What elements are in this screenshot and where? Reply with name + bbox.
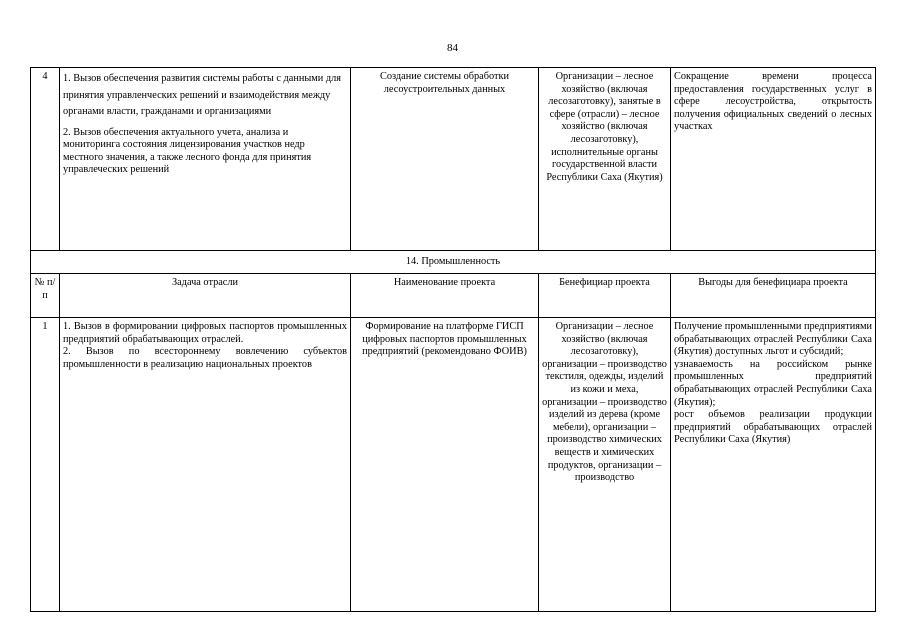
task-paragraph: 2. Вызов обеспечения актуального учета, анализа и мониторинга состояния лицензирования участков недр местного значения, а также лесного фонда для принятия управлеческих решений (63, 126, 312, 176)
document-table (30, 67, 876, 612)
benefits-cell: Получение промышленными предприятиями обрабатывающих отраслей Республики Саха (Якутия) доступных льгот и субсидий; узнаваемость на российском рынке промышленных предприятий обрабатывающих отраслей Республики Саха (Якутия); рост объемов реализации продукции предприятий обрабатывающих отраслей Республики Саха (Якутия) (671, 318, 876, 612)
project-cell: Формирование на платформе ГИСП цифровых паспортов промышленных предприятий (рекомендовано ФОИВ) (351, 318, 539, 612)
header-row (31, 274, 876, 318)
header-task: Задача отрасли (60, 274, 351, 318)
beneficiary-cell: Организации – лесное хозяйство (включая лесозаготовку), занятые в сфере (отрасли) – лесное хозяйство (включая лесозаготовку), исполнительные органы государственной власти Республики Саха (Якутия) (539, 68, 671, 251)
page-number: 84 (447, 42, 458, 54)
table-row (31, 318, 876, 612)
row-number: 4 (31, 68, 60, 251)
header-project: Наименование проекта (351, 274, 539, 318)
section-row (31, 251, 876, 274)
benefits-cell: Сокращение времени процесса предоставления государственных услуг в сфере лесоустройства, открытость получения официальных сведений о лесных участках (671, 68, 876, 251)
row-number: 1 (31, 318, 60, 612)
header-benefits: Выгоды для бенефициара проекта (671, 274, 876, 318)
table-row (31, 68, 876, 251)
task-paragraph: 1. Вызов обеспечения развития системы работы с данными для принятия управленческих решений и взаимодействия между органами власти, гражданами и организациями (63, 73, 342, 117)
project-cell: Создание системы обработки лесоустроительных данных (351, 68, 539, 251)
beneficiary-cell: Организации – лесное хозяйство (включая лесозаготовку), организации – производство текстиля, одежды, изделий из кожи и меха, организации – производство изделий из дерева (кроме мебели), организации – производство химических веществ и химических продуктов, организации – производство (539, 318, 671, 612)
section-title: 14. Промышленность (31, 251, 876, 274)
header-beneficiary: Бенефициар проекта (539, 274, 671, 318)
task-cell (60, 68, 351, 251)
header-num: № п/п (31, 274, 60, 318)
task-cell: 1. Вызов в формировании цифровых паспортов промышленных предприятий обрабатывающих отраслей. 2. Вызов по всестороннему вовлечению субъектов промышленности в реализацию национальных проектов (60, 318, 351, 612)
